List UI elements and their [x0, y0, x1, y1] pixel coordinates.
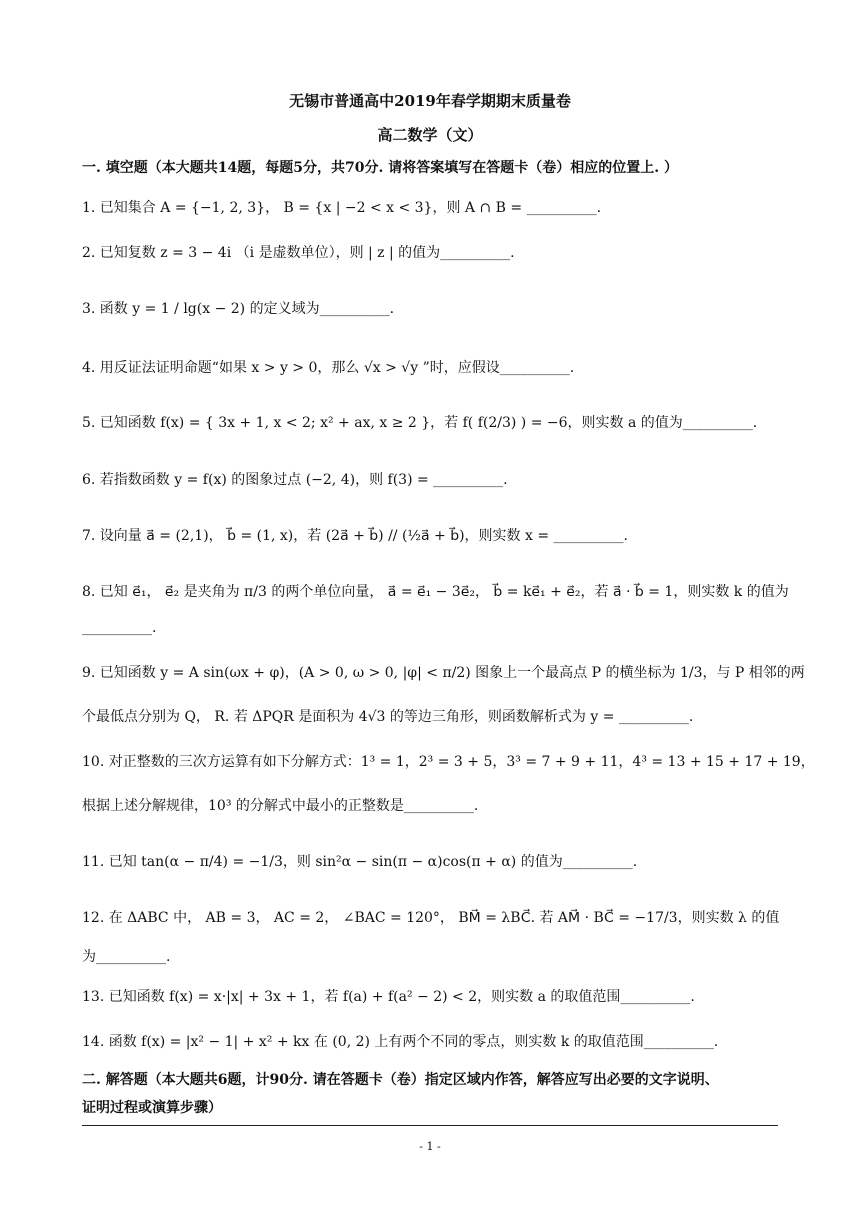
- question-14: 14. 函数 f(x) = |x² − 1| + x² + kx 在 (0, 2) 上有两个不同的零点，则实数 k 的取值范围__________.: [82, 1034, 719, 1050]
- question-10: 10. 对正整数的三次方运算有如下分解方式：1³ = 1，2³ = 3 + 5，3³ = 7 + 9 + 11，4³ = 13 + 15 + 17 + 19，: [82, 754, 815, 770]
- question-12: 12. 在 ΔABC 中， AB = 3， AC = 2， ∠BAC = 120°， BM⃗ = λBC⃗. 若 AM⃗ · BC⃗ = −17/3，则实数 λ 的值: [82, 910, 780, 926]
- question-1: 1. 已知集合 A = {−1, 2, 3}， B = {x | −2 < x < 3}，则 A ∩ B = __________.: [82, 200, 602, 216]
- question-8: 8. 已知 e⃗₁， e⃗₂ 是夹角为 π/3 的两个单位向量， a⃗ = e⃗₁ − 3e⃗₂， b⃗ = ke⃗₁ + e⃗₂，若 a⃗ · b⃗ = 1，则实数 k 的值为: [82, 584, 789, 600]
- page-number: - 1 -: [419, 1140, 441, 1153]
- question-2: 2. 已知复数 z = 3 − 4i （i 是虚数单位），则 | z | 的值为__________.: [82, 245, 515, 261]
- exam-title: 无锡市普通高中2019年春学期期末质量卷: [289, 92, 571, 110]
- question-8-continued: __________.: [82, 620, 157, 636]
- question-10-continued: 根据上述分解规律，10³ 的分解式中最小的正整数是__________.: [82, 798, 479, 814]
- section2-heading-line1: 二. 解答题（本大题共6题，计90分. 请在答题卡（卷）指定区域内作答，解答应写出必要的文字说明、: [82, 1072, 719, 1088]
- question-5: 5. 已知函数 f(x) = { 3x + 1, x < 2; x² + ax, x ≥ 2 }，若 f( f(2/3) ) = −6，则实数 a 的值为__________.: [82, 415, 758, 431]
- footer-divider: [82, 1125, 778, 1126]
- section1-heading: 一. 填空题（本大题共14题，每题5分，共70分. 请将答案填写在答题卡（卷）相应的位置上. ）: [82, 160, 678, 176]
- question-9-continued: 个最低点分别为 Q， R. 若 ΔPQR 是面积为 4√3 的等边三角形，则函数解析式为 y = __________.: [82, 709, 694, 725]
- section2-heading-line2: 证明过程或演算步骤）: [82, 1100, 222, 1116]
- exam-subtitle: 高二数学（文）: [377, 126, 483, 144]
- question-6: 6. 若指数函数 y = f(x) 的图象过点 (−2, 4)，则 f(3) = __________.: [82, 472, 508, 488]
- question-7: 7. 设向量 a⃗ = (2,1)， b⃗ = (1, x)，若 (2a⃗ + b⃗) // (½a⃗ + b⃗)，则实数 x = __________.: [82, 528, 628, 544]
- question-9: 9. 已知函数 y = A sin(ωx + φ)，(A > 0, ω > 0, |φ| < π/2) 图象上一个最高点 P 的横坐标为 1/3，与 P 相邻的两: [82, 665, 805, 681]
- question-12-continued: 为__________.: [82, 949, 171, 965]
- question-13: 13. 已知函数 f(x) = x·|x| + 3x + 1，若 f(a) + f(a² − 2) < 2，则实数 a 的取值范围__________.: [82, 989, 695, 1005]
- question-3: 3. 函数 y = 1 / lg(x − 2) 的定义域为__________.: [82, 301, 395, 317]
- question-11: 11. 已知 tan(α − π/4) = −1/3，则 sin²α − sin(π − α)cos(π + α) 的值为__________.: [82, 854, 638, 870]
- question-4: 4. 用反证法证明命题“如果 x > y > 0，那么 √x > √y ”时，应假设__________.: [82, 360, 575, 376]
